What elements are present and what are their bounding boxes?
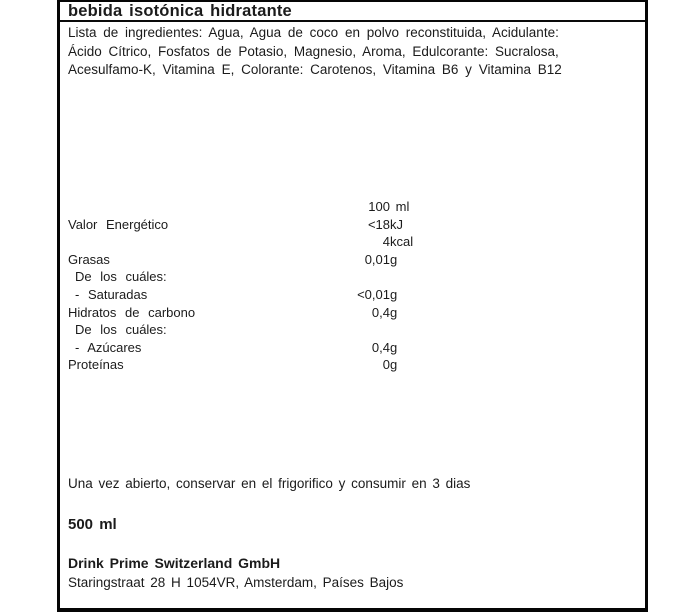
nutrient-value xyxy=(68,198,409,216)
nutrient-value xyxy=(68,286,397,304)
value-unit: g xyxy=(390,286,398,302)
nutrition-row xyxy=(68,233,637,251)
nutrient-label: De los cuáles: xyxy=(75,322,167,338)
ingredients-paragraph xyxy=(68,24,639,80)
nutrient-label: Hidratos de carbono xyxy=(68,304,196,320)
value-number: 0,01 xyxy=(364,251,390,267)
nutrient-label: Valor Energético xyxy=(68,216,169,232)
nutrition-row xyxy=(68,321,637,339)
nutrient-value xyxy=(68,339,397,357)
nutrition-column-header xyxy=(68,198,637,216)
nutrition-row xyxy=(68,339,637,357)
nutrient-value xyxy=(68,251,397,269)
value-number: 0,4 xyxy=(371,339,390,355)
nutrient-label: - Saturadas xyxy=(75,286,148,302)
value-number: 0 xyxy=(382,357,390,373)
value-number: 4 xyxy=(382,234,390,250)
value-unit: g xyxy=(390,357,398,373)
manufacturer-name: Drink Prime Switzerland GmbH xyxy=(68,555,281,571)
nutrient-value xyxy=(68,356,397,374)
title-divider xyxy=(60,20,645,22)
value-number: <18 xyxy=(367,216,390,232)
product-label-box xyxy=(57,0,648,612)
nutrition-row xyxy=(68,286,637,304)
nutrition-row xyxy=(68,304,637,322)
value-unit: ml xyxy=(390,199,410,214)
value-unit: kJ xyxy=(390,216,403,232)
manufacturer-block xyxy=(68,554,403,592)
nutrient-label: - Azúcares xyxy=(75,339,142,355)
product-title: bebida isotónica hidratante xyxy=(68,2,292,20)
nutrient-value xyxy=(68,321,390,339)
nutrient-value xyxy=(68,304,397,322)
nutrient-value xyxy=(68,216,403,234)
nutrient-label: Proteínas xyxy=(68,357,124,373)
net-volume: 500 ml xyxy=(68,516,117,533)
nutrition-table xyxy=(68,198,637,374)
value-unit: g xyxy=(390,251,398,267)
nutrient-label: Grasas xyxy=(68,251,110,267)
value-unit: g xyxy=(390,339,398,355)
value-number: 100 xyxy=(368,199,390,214)
manufacturer-address: Staringstraat 28 H 1054VR, Amsterdam, Países Bajos xyxy=(68,575,404,590)
nutrition-row xyxy=(68,251,637,269)
value-unit: g xyxy=(390,304,398,320)
value-unit: kcal xyxy=(390,234,414,250)
nutrition-row xyxy=(68,356,637,374)
nutrient-label: De los cuáles: xyxy=(75,269,167,285)
nutrient-value xyxy=(68,268,390,286)
ingredient-line: Ácido Cítrico, Fosfatos de Potasio, Magnesio, Aroma, Edulcorante: Sucralosa, xyxy=(68,43,559,59)
storage-note: Una vez abierto, conservar en el frigorifico y consumir en 3 dias xyxy=(68,476,471,491)
nutrition-row xyxy=(68,268,637,286)
value-number: 0,4 xyxy=(371,304,390,320)
ingredient-line: Lista de ingredientes: Agua, Agua de coco en polvo reconstituida, Acidulante: xyxy=(68,25,559,40)
value-number: <0,01 xyxy=(357,286,390,302)
ingredient-line: Acesulfamo-K, Vitamina E, Colorante: Carotenos, Vitamina B6 y Vitamina B12 xyxy=(68,62,562,78)
nutrition-row xyxy=(68,216,637,234)
nutrient-value xyxy=(68,233,413,251)
